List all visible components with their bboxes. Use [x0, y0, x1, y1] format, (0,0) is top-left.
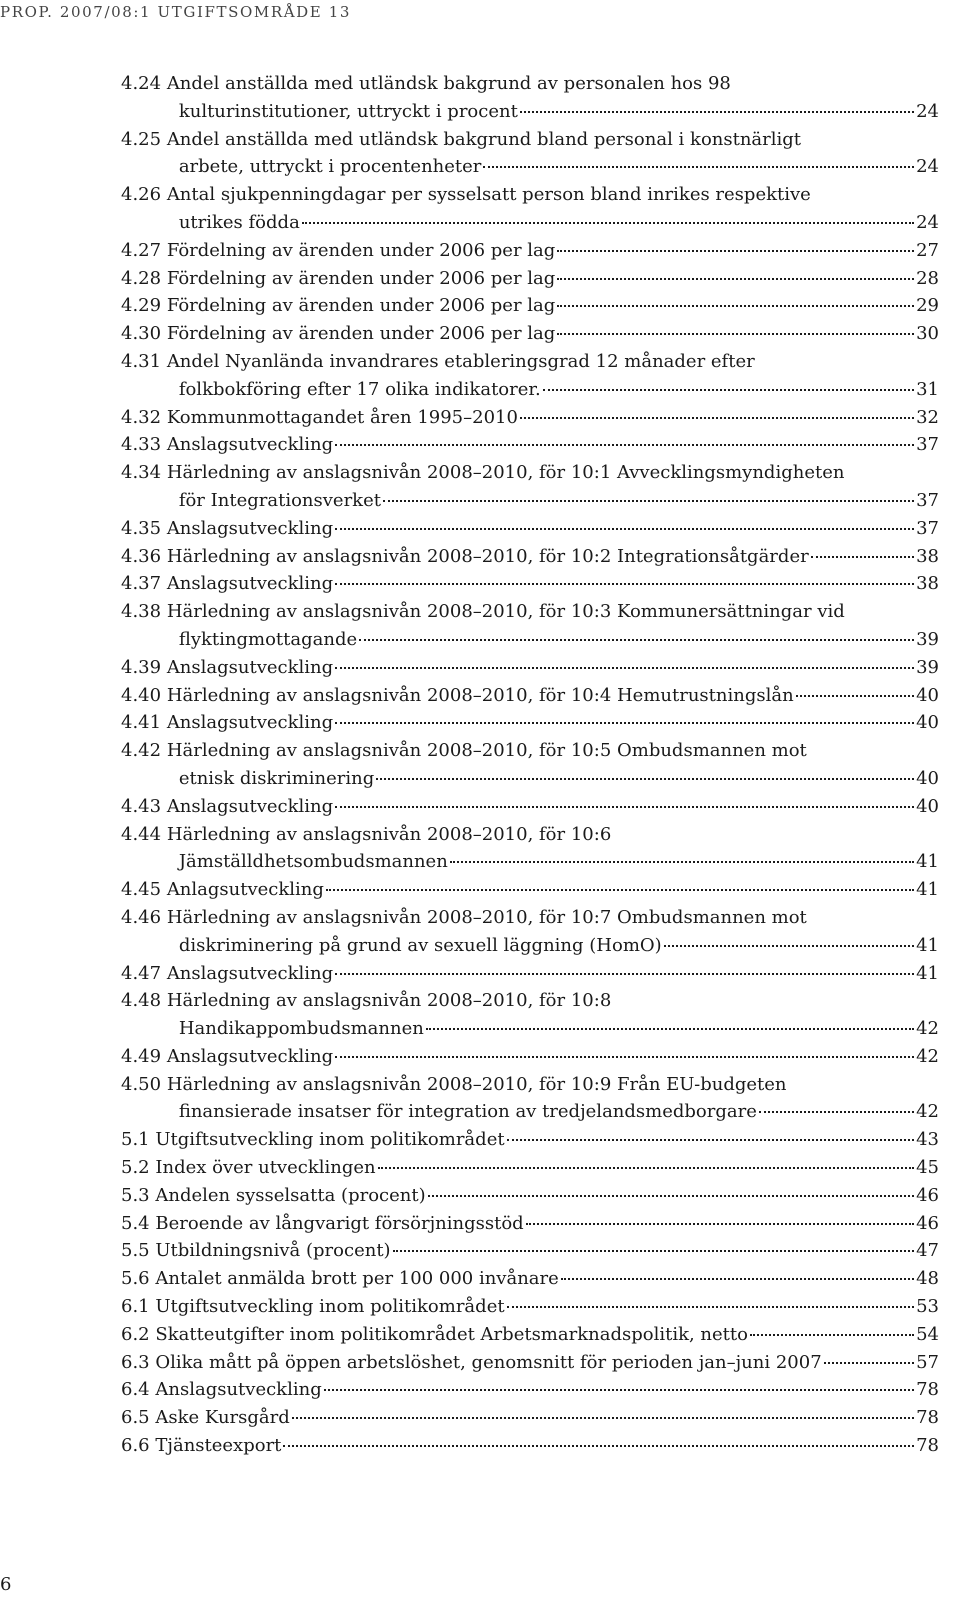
toc-entry — [121, 737, 939, 793]
toc-entry-page: 42 — [916, 1045, 939, 1067]
dot-leader — [507, 1139, 915, 1141]
toc-entry-number: 4.31 — [121, 350, 162, 372]
toc-entry — [121, 960, 939, 988]
toc-entry-number: 4.34 — [121, 462, 162, 484]
toc-entry-page: 53 — [916, 1296, 939, 1318]
toc-entry-number: 4.45 — [121, 879, 162, 901]
running-head: PROP. 2007/08:1 UTGIFTSOMRÅDE 13 — [0, 3, 352, 21]
toc-entry — [121, 181, 939, 237]
toc-entry-title-continuation: etnisk diskriminering — [178, 767, 375, 789]
toc-entry-title: Fördelning av ärenden under 2006 per lag — [166, 323, 556, 345]
dot-leader — [359, 639, 914, 641]
dot-leader — [335, 667, 914, 669]
toc-entry — [121, 1126, 939, 1154]
toc-entry-number: 4.27 — [121, 239, 162, 261]
toc-entry-number: 4.26 — [121, 184, 162, 206]
toc-entry-title: Andel Nyanlända invandrares etableringsgrad 12 månader efter — [166, 350, 755, 372]
toc-entry — [121, 709, 939, 737]
toc-entry-page: 43 — [916, 1129, 939, 1151]
toc-entry — [121, 1182, 939, 1210]
dot-leader — [450, 861, 914, 863]
toc-entry — [121, 1154, 939, 1182]
toc-entry-number: 4.47 — [121, 962, 162, 984]
toc-entry-page: 46 — [916, 1184, 939, 1206]
dot-leader — [376, 778, 914, 780]
toc-entry-title: Antal sjukpenningdagar per sysselsatt person bland inrikes respektive — [166, 184, 811, 206]
toc-entry-page: 39 — [916, 628, 939, 650]
toc-entry-page: 40 — [916, 684, 939, 706]
toc-entry — [121, 821, 939, 877]
toc-entry-number: 6.6 — [121, 1435, 150, 1457]
toc-entry-number: 4.38 — [121, 601, 162, 623]
toc-entry-page: 40 — [916, 795, 939, 817]
toc-entry-title: Fördelning av ärenden under 2006 per lag — [166, 267, 556, 289]
dot-leader — [335, 722, 914, 724]
toc-entry-page: 42 — [916, 1018, 939, 1040]
toc-entry-page: 78 — [916, 1407, 939, 1429]
toc-entry-number: 4.48 — [121, 990, 162, 1012]
toc-entry-page: 45 — [916, 1157, 939, 1179]
dot-leader — [335, 528, 914, 530]
toc-entry — [121, 793, 939, 821]
dot-leader — [557, 305, 914, 307]
toc-entry-number: 4.49 — [121, 1045, 162, 1067]
toc-entry-number: 6.2 — [121, 1323, 150, 1345]
dot-leader — [526, 1223, 914, 1225]
toc-entry-number: 4.43 — [121, 795, 162, 817]
toc-entry-number: 4.35 — [121, 517, 162, 539]
toc-entry-page: 24 — [916, 100, 939, 122]
toc-entry-title-continuation: folkbokföring efter 17 olika indikatorer. — [178, 378, 541, 400]
dot-leader — [426, 1028, 914, 1030]
dot-leader — [378, 1167, 914, 1169]
toc-entry-title: Olika mått på öppen arbetslöshet, genomsnitt för perioden jan–juni 2007 — [155, 1351, 822, 1373]
toc-entry-title: Härledning av anslagsnivån 2008–2010, för 10:2 Integrationsåtgärder — [166, 545, 809, 567]
toc-entry — [121, 320, 939, 348]
toc-entry — [121, 70, 939, 126]
dot-leader — [750, 1334, 914, 1336]
dot-leader — [335, 806, 914, 808]
toc-entry-number: 4.30 — [121, 323, 162, 345]
toc-entry-page: 40 — [916, 712, 939, 734]
toc-entry-title: Fördelning av ärenden under 2006 per lag — [166, 239, 556, 261]
toc-entry-title: Antalet anmälda brott per 100 000 invånare — [155, 1268, 559, 1290]
dot-leader — [335, 973, 914, 975]
toc-entry-title: Härledning av anslagsnivån 2008–2010, för 10:3 Kommunersättningar vid — [166, 601, 845, 623]
dot-leader — [507, 1306, 915, 1308]
toc-entry-number: 6.3 — [121, 1351, 150, 1373]
dot-leader — [561, 1278, 914, 1280]
toc-entry-page: 37 — [916, 434, 939, 456]
toc-entry-number: 4.29 — [121, 295, 162, 317]
toc-entry-title: Härledning av anslagsnivån 2008–2010, för 10:7 Ombudsmannen mot — [166, 906, 807, 928]
toc-entry-number: 4.41 — [121, 712, 162, 734]
toc-entry-title: Anlagsutveckling — [166, 879, 324, 901]
dot-leader — [393, 1250, 915, 1252]
dot-leader — [811, 556, 914, 558]
toc-entry — [121, 1293, 939, 1321]
toc-entry-number: 4.40 — [121, 684, 162, 706]
dot-leader — [520, 417, 914, 419]
toc-entry-title: Härledning av anslagsnivån 2008–2010, för 10:8 — [166, 990, 612, 1012]
toc-entry-title: Andelen sysselsatta (procent) — [155, 1184, 426, 1206]
toc-entry-number: 5.1 — [121, 1129, 150, 1151]
dot-leader — [302, 222, 914, 224]
toc-entry-title: Andel anställda med utländsk bakgrund bland personal i konstnärligt — [166, 128, 802, 150]
toc-entry-page: 46 — [916, 1212, 939, 1234]
toc-entry-page: 37 — [916, 517, 939, 539]
toc-entry-page: 78 — [916, 1435, 939, 1457]
toc-entry-number: 4.28 — [121, 267, 162, 289]
table-of-contents — [121, 70, 939, 1460]
toc-entry-number: 4.37 — [121, 573, 162, 595]
toc-entry-page: 38 — [916, 573, 939, 595]
toc-entry — [121, 904, 939, 960]
toc-entry-number: 5.5 — [121, 1240, 150, 1262]
toc-entry-number: 6.5 — [121, 1407, 150, 1429]
toc-entry-title-continuation: finansierade insatser för integration av tredjelandsmedborgare — [178, 1101, 757, 1123]
toc-entry-page: 47 — [916, 1240, 939, 1262]
toc-entry — [121, 543, 939, 571]
toc-entry-number: 5.4 — [121, 1212, 150, 1234]
toc-entry-number: 5.3 — [121, 1184, 150, 1206]
toc-entry-title: Fördelning av ärenden under 2006 per lag — [166, 295, 556, 317]
dot-leader — [335, 1056, 914, 1058]
dot-leader — [796, 695, 914, 697]
toc-entry-title: Anslagsutveckling — [166, 712, 334, 734]
toc-entry — [121, 292, 939, 320]
toc-entry — [121, 1376, 939, 1404]
toc-entry-page: 41 — [916, 962, 939, 984]
toc-entry-number: 4.33 — [121, 434, 162, 456]
dot-leader — [292, 1417, 914, 1419]
toc-entry-page: 39 — [916, 656, 939, 678]
toc-entry-number: 4.36 — [121, 545, 162, 567]
toc-entry-page: 41 — [916, 934, 939, 956]
toc-entry-page: 40 — [916, 767, 939, 789]
toc-entry — [121, 459, 939, 515]
toc-entry-number: 4.32 — [121, 406, 162, 428]
toc-entry-title-continuation: flyktingmottagande — [178, 628, 358, 650]
toc-entry-title: Anslagsutveckling — [166, 656, 334, 678]
toc-entry-title: Anslagsutveckling — [166, 795, 334, 817]
dot-leader — [759, 1111, 914, 1113]
toc-entry-page: 31 — [916, 378, 939, 400]
toc-entry-page: 32 — [916, 406, 939, 428]
toc-entry-title-continuation: utrikes födda — [178, 211, 300, 233]
toc-entry — [121, 987, 939, 1043]
toc-entry-title: Anslagsutveckling — [166, 517, 334, 539]
toc-entry-title-continuation: för Integrationsverket — [178, 489, 381, 511]
toc-entry-title: Anslagsutveckling — [155, 1379, 322, 1401]
toc-entry — [121, 1210, 939, 1238]
toc-entry-page: 38 — [916, 545, 939, 567]
dot-leader — [335, 444, 914, 446]
toc-entry — [121, 654, 939, 682]
toc-entry-number: 4.25 — [121, 128, 162, 150]
toc-entry — [121, 570, 939, 598]
toc-entry — [121, 431, 939, 459]
dot-leader — [520, 111, 914, 113]
toc-entry-number: 6.4 — [121, 1379, 150, 1401]
toc-entry-page: 42 — [916, 1101, 939, 1123]
dot-leader — [557, 250, 914, 252]
toc-entry — [121, 1321, 939, 1349]
toc-entry-number: 5.2 — [121, 1157, 150, 1179]
toc-entry-title: Utgiftsutveckling inom politikområdet — [155, 1129, 505, 1151]
toc-entry — [121, 598, 939, 654]
toc-entry-title: Tjänsteexport — [155, 1435, 282, 1457]
toc-entry-title-continuation: diskriminering på grund av sexuell läggning (HomO) — [178, 934, 662, 956]
toc-entry-title-continuation: Handikappombudsmannen — [178, 1018, 424, 1040]
toc-entry-page: 41 — [916, 851, 939, 873]
toc-entry-number: 4.39 — [121, 656, 162, 678]
dot-leader — [557, 278, 914, 280]
toc-entry — [121, 682, 939, 710]
toc-entry-title: Beroende av långvarigt försörjningsstöd — [155, 1212, 524, 1234]
toc-entry-title: Aske Kursgård — [155, 1407, 290, 1429]
toc-entry — [121, 1071, 939, 1127]
dot-leader — [543, 389, 914, 391]
toc-entry — [121, 237, 939, 265]
toc-entry-page: 30 — [916, 323, 939, 345]
dot-leader — [483, 166, 914, 168]
toc-entry-title: Anslagsutveckling — [166, 434, 334, 456]
toc-entry — [121, 1432, 939, 1460]
toc-entry-title: Härledning av anslagsnivån 2008–2010, för 10:1 Avvecklingsmyndigheten — [166, 462, 845, 484]
toc-entry — [121, 126, 939, 182]
toc-entry-number: 4.50 — [121, 1073, 162, 1095]
toc-entry — [121, 404, 939, 432]
dot-leader — [335, 583, 914, 585]
toc-entry — [121, 348, 939, 404]
dot-leader — [324, 1389, 914, 1391]
dot-leader — [326, 889, 914, 891]
toc-entry — [121, 515, 939, 543]
toc-entry-title: Utgiftsutveckling inom politikområdet — [155, 1296, 505, 1318]
toc-entry-title: Index över utvecklingen — [155, 1157, 376, 1179]
toc-entry-title: Härledning av anslagsnivån 2008–2010, för 10:4 Hemutrustningslån — [166, 684, 794, 706]
toc-entry-page: 57 — [916, 1351, 939, 1373]
toc-entry-number: 4.24 — [121, 73, 162, 94]
toc-entry-page: 48 — [916, 1268, 939, 1290]
toc-entry-title: Skatteutgifter inom politikområdet Arbetsmarknadspolitik, netto — [155, 1323, 748, 1345]
toc-entry-page: 78 — [916, 1379, 939, 1401]
dot-leader — [283, 1445, 914, 1447]
toc-entry-page: 54 — [916, 1323, 939, 1345]
toc-entry-title: Anslagsutveckling — [166, 962, 334, 984]
toc-entry-number: 4.42 — [121, 740, 162, 762]
toc-entry — [121, 1404, 939, 1432]
toc-entry-number: 4.46 — [121, 906, 162, 928]
toc-entry-title: Andel anställda med utländsk bakgrund av personalen hos 98 — [166, 73, 731, 94]
toc-entry — [121, 876, 939, 904]
page-number: 6 — [0, 1574, 12, 1595]
toc-entry-title: Kommunmottagandet åren 1995–2010 — [166, 406, 518, 428]
toc-entry-title: Anslagsutveckling — [166, 573, 334, 595]
toc-entry — [121, 1265, 939, 1293]
toc-entry — [121, 1043, 939, 1071]
toc-entry-title: Anslagsutveckling — [166, 1045, 334, 1067]
toc-entry-page: 37 — [916, 489, 939, 511]
toc-entry-number: 4.44 — [121, 823, 162, 845]
dot-leader — [383, 500, 914, 502]
toc-entry-number: 6.1 — [121, 1296, 150, 1318]
toc-entry-page: 29 — [916, 295, 939, 317]
toc-entry-page: 27 — [916, 239, 939, 261]
toc-entry — [121, 265, 939, 293]
toc-entry — [121, 1237, 939, 1265]
toc-entry-title-continuation: arbete, uttryckt i procentenheter — [178, 156, 482, 178]
toc-entry-title: Härledning av anslagsnivån 2008–2010, för 10:9 Från EU-budgeten — [166, 1073, 787, 1095]
toc-entry-page: 24 — [916, 156, 939, 178]
toc-entry-page: 41 — [916, 879, 939, 901]
dot-leader — [664, 945, 914, 947]
toc-entry-page: 24 — [916, 211, 939, 233]
toc-entry-number: 5.6 — [121, 1268, 150, 1290]
toc-entry-page: 28 — [916, 267, 939, 289]
toc-entry-title-continuation: kulturinstitutioner, uttryckt i procent — [178, 100, 518, 122]
dot-leader — [557, 333, 914, 335]
toc-entry-title: Utbildningsnivå (procent) — [155, 1240, 391, 1262]
toc-entry-title: Härledning av anslagsnivån 2008–2010, för 10:5 Ombudsmannen mot — [166, 740, 807, 762]
toc-entry-title-continuation: Jämställdhetsombudsmannen — [178, 851, 448, 873]
dot-leader — [824, 1362, 914, 1364]
toc-entry — [121, 1349, 939, 1377]
toc-entry-title: Härledning av anslagsnivån 2008–2010, för 10:6 — [166, 823, 612, 845]
dot-leader — [428, 1195, 914, 1197]
